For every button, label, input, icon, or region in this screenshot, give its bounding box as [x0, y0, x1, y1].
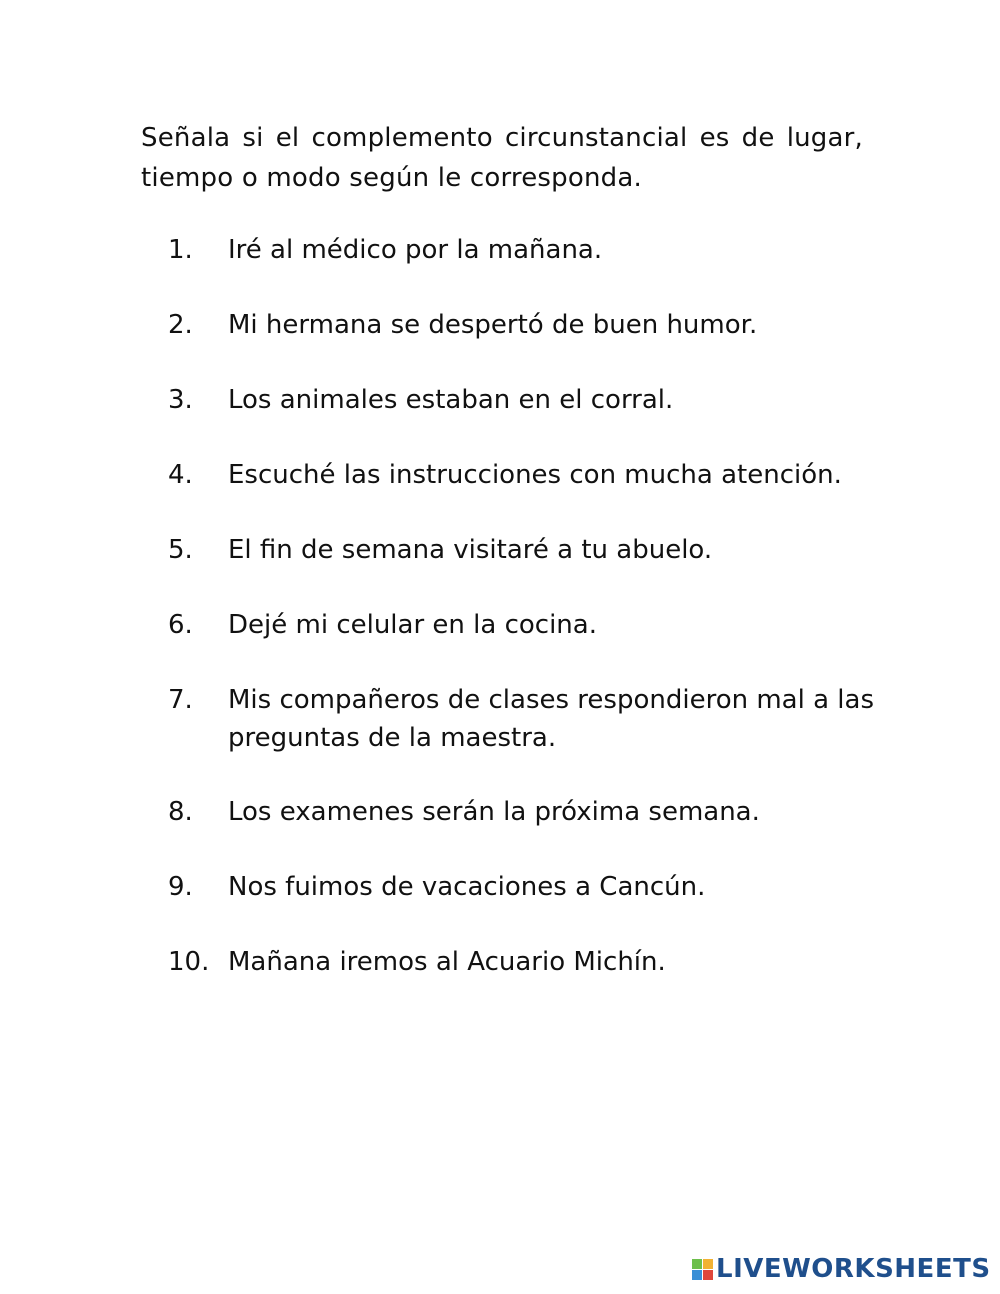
item-number: 8.: [168, 797, 193, 827]
item-number: 2.: [168, 310, 193, 340]
item-sentence: Mi hermana se despertó de buen humor.: [228, 310, 758, 340]
logo-block: [692, 1259, 702, 1269]
item-sentence: Mis compañeros de clases respondieron mal a las preguntas de la maestra.: [228, 685, 875, 753]
logo-block: [692, 1270, 702, 1280]
item-sentence: Iré al médico por la mañana.: [228, 235, 603, 265]
item-sentence: Nos fuimos de vacaciones a Cancún.: [228, 872, 706, 902]
item-number: 10.: [168, 947, 210, 977]
instruction-text: Señala si el complemento circunstancial es de lugar, tiempo o modo según le corresponda.: [141, 123, 863, 193]
item-sentence: Dejé mi celular en la cocina.: [228, 610, 597, 640]
item-number: 5.: [168, 535, 193, 565]
item-number: 1.: [168, 235, 193, 265]
item-number: 7.: [168, 685, 193, 715]
item-sentence: Los animales estaban en el corral.: [228, 385, 674, 415]
liveworksheets-blocks-icon: [692, 1259, 713, 1280]
item-number: 4.: [168, 460, 193, 490]
item-sentence: Los examenes serán la próxima semana.: [228, 797, 760, 827]
liveworksheets-logo: [692, 1254, 991, 1284]
logo-block: [703, 1259, 713, 1269]
item-number: 9.: [168, 872, 193, 902]
item-sentence: Escuché las instrucciones con mucha atención.: [228, 460, 842, 490]
item-sentence: El fin de semana visitaré a tu abuelo.: [228, 535, 713, 565]
logo-wordmark: LIVEWORKSHEETS: [716, 1254, 991, 1284]
item-number: 6.: [168, 610, 193, 640]
logo-block: [703, 1270, 713, 1280]
item-sentence: Mañana iremos al Acuario Michín.: [228, 947, 666, 977]
item-number: 3.: [168, 385, 193, 415]
